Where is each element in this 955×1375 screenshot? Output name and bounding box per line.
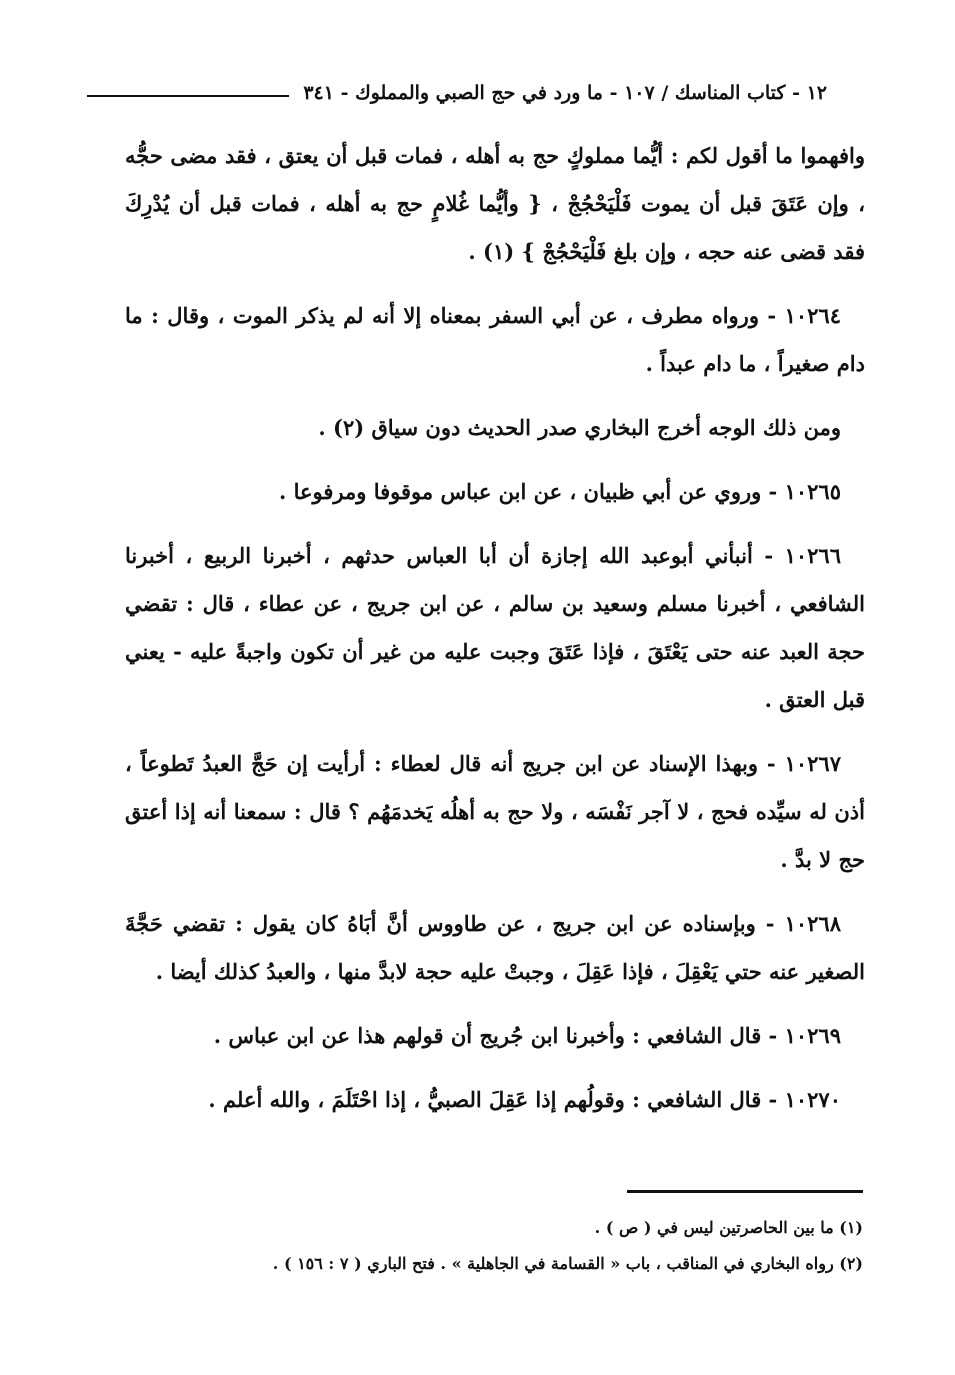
main-text xyxy=(125,132,865,1140)
paragraph-text: - قال الشافعي : وقولُهم إذا عَقِلَ الصبيُّ ، إذا احْتَلَمَ ، والله أعلم . xyxy=(208,1087,778,1112)
paragraph-text: وافهموا ما أقول لكم : أيُّما مملوكٍ حج به أهله ، فمات قبل أن يعتق ، فقد مضى حجُّه ، وإن عَتَقَ قبل أن يموت فَلْيَحْجُجْ ، { وأيُّما غُلامٍ حج به أهله ، فمات قبل أن يُدْرِكَ فقد قضى عنه حجه ، وإن بلغ فَلْيَحْجُجْ } (١) . xyxy=(125,143,865,264)
hadith-number: ١٠٢٦٦ xyxy=(784,543,841,568)
hadith-number: ١٠٢٦٩ xyxy=(784,1023,841,1048)
paragraph-text: - وبهذا الإسناد عن ابن جريج أنه قال لعطاء : أرأيت إن حَجَّ العبدُ تَطوعاً ، أذن له سيِّده فحج ، لا آجر نَفْسَه ، ولا حج به أهلُه يَخدمَهُم ؟ قال : سمعنا أنه إذا أعتق حج لا بدَّ . xyxy=(125,751,865,872)
paragraph xyxy=(125,132,865,276)
footnotes xyxy=(123,1210,863,1282)
footnote-1: (١) ما بين الحاصرتين ليس في ( ص ) . xyxy=(594,1218,863,1237)
running-header xyxy=(87,76,827,110)
paragraph-text: - وروي عن أبي ظبيان ، عن ابن عباس موقوفا ومرفوعا . xyxy=(278,479,778,504)
hadith-number: ١٠٢٦٧ xyxy=(784,751,841,776)
hadith-paragraph xyxy=(125,1012,865,1060)
footnote-separator xyxy=(627,1190,863,1193)
paragraph-text: - قال الشافعي : وأخبرنا ابن جُريج أن قولهم هذا عن ابن عباس . xyxy=(213,1023,778,1048)
hadith-number: ١٠٢٦٤ xyxy=(784,303,841,328)
paragraph-text: - ورواه مطرف ، عن أبي السفر بمعناه إلا أنه لم يذكر الموت ، وقال : ما دام صغيراً ، ما دام عبداً . xyxy=(125,303,865,376)
hadith-paragraph xyxy=(125,900,865,996)
hadith-paragraph xyxy=(125,740,865,884)
hadith-paragraph xyxy=(125,468,865,516)
paragraph-text: ومن ذلك الوجه أخرج البخاري صدر الحديث دون سياق (٢) . xyxy=(318,415,841,440)
header-title: ١٢ - كتاب المناسك / ١٠٧ - ما ورد في حج الصبي والمملوك - ٣٤١ xyxy=(303,82,827,104)
hadith-paragraph xyxy=(125,1076,865,1124)
hadith-paragraph xyxy=(125,532,865,724)
footnote-2: (٢) رواه البخاري في المناقب ، باب « القسامة في الجاهلية » . فتح الباري ( ٧ : ١٥٦ ) . xyxy=(272,1254,863,1273)
paragraph-text: - وبإسناده عن ابن جريج ، عن طاووس أنَّ أبَاهُ كان يقول : تقضي حَجَّةَ الصغير عنه حتي يَعْقِلَ ، فإذا عَقِلَ ، وجبتْ عليه حجة لابدَّ منها ، والعبدُ كذلك أيضا . xyxy=(125,911,865,984)
hadith-number: ١٠٢٦٨ xyxy=(784,911,841,936)
paragraph xyxy=(125,404,865,452)
header-rule xyxy=(87,95,289,97)
paragraph-text: - أنبأني أبوعبد الله إجازة أن أبا العباس حدثهم ، أخبرنا الربيع ، أخبرنا الشافعي ، أخبرنا مسلم وسعيد بن سالم ، عن ابن جريج ، عن عطاء ، قال : تقضي حجة العبد عنه حتى يَعْتَقَ ، فإذا عَتَقَ وجبت عليه من غير أن تكون واجبةً عليه - يعني قبل العتق . xyxy=(125,543,865,712)
hadith-number: ١٠٢٦٥ xyxy=(784,479,841,504)
hadith-number: ١٠٢٧٠ xyxy=(784,1087,841,1112)
hadith-paragraph xyxy=(125,292,865,388)
